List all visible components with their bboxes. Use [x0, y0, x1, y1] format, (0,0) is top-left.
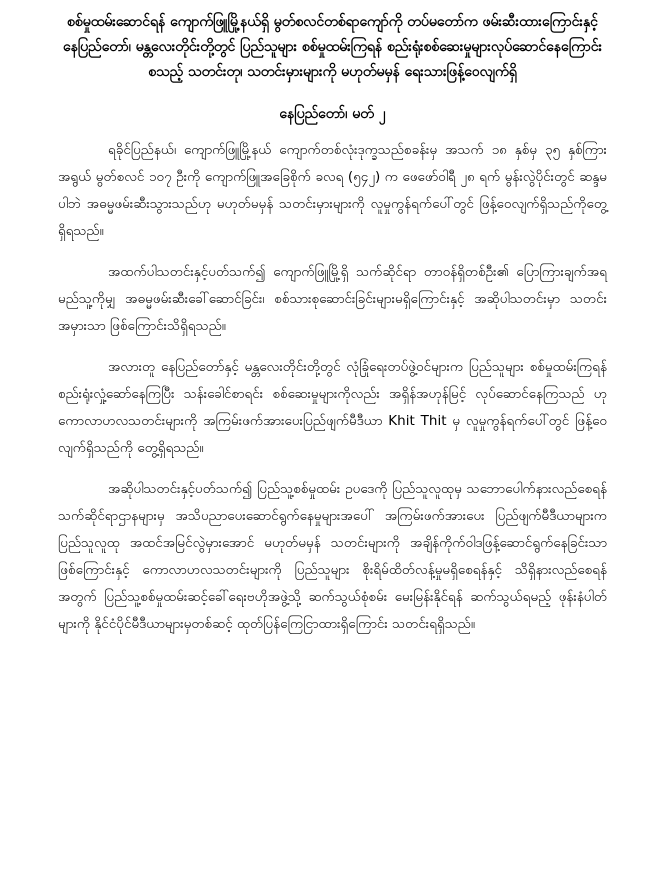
article-paragraph: အထက်ပါသတင်းနှင့်ပတ်သက်၍ ကျောက်ဖြူမြို့ရှိ သက်ဆိုင်ရာ တာဝန်ရှိတစ်ဦး၏ ပြောကြားချက်အရ မည်သူ့ကိုမျှ အဓမ္မဖမ်းဆီးခေါ်ဆောင်ခြင်း၊ စစ်သားစုဆောင်းခြင်းများမရှိကြောင်းနှင့် အဆိုပါသတင်းမှာ သတင်းအမှားသာ ဖြစ်ကြောင်းသိရှိရသည်။: [58, 264, 607, 334]
article-headline: စစ်မှုထမ်းဆောင်ရန် ကျောက်ဖြူမြို့နယ်ရှိ မွတ်စလင်တစ်ရာကျော်ကို တပ်မတော်က ဖမ်းဆီးထားကြောင်းနှင့် နေပြည်တော်၊ မန္တလေးတိုင်းတို့တွင် ပြည်သူများ စစ်မှုထမ်းကြရန် စည်းရုံးစစ်ဆေးမှုများလုပ်ဆောင်နေကြောင်း စသည့် သတင်းတု၊ သတင်းမှားများကို မဟုတ်မမှန် ရေးသားဖြန့်ဝေလျက်ရှိ: [62, 14, 603, 80]
article-paragraph: ရခိုင်ပြည်နယ်၊ ကျောက်ဖြူမြို့နယ် ကျောက်တစ်လုံးဒုက္ခသည်စခန်းမှ အသက် ၁၈ နှစ်မှ ၃၅ နှစ်ကြားအရွယ် မွတ်စလင် ၁၀၇ ဦးကို ကျောက်ဖြူအခြေစိုက် ခလရ (၅၄၂) က ဖေဖော်ဝါရီ ၂၈ ရက် မွန်းလွဲပိုင်းတွင် ဆန္ဒမပါဘဲ အဓမ္မဖမ်းဆီးသွားသည်ဟု မဟုတ်မမှန် သတင်းမှားများကို လူမှုကွန်ရက်ပေါ်တွင် ဖြန့်ဝေလျက်ရှိသည်ကိုတွေ့ရှိရသည်။: [58, 142, 607, 239]
article-paragraph: အဆိုပါသတင်းနှင့်ပတ်သက်၍ ပြည်သူ့စစ်မှုထမ်း ဥပဒေကို ပြည်သူလူထုမှ သဘောပေါက်နားလည်စေရန် သက်ဆိုင်ရာဌာနများမှ အသိပညာပေးဆောင်ရွက်နေမှုများအပေါ် အကြမ်းဖက်အားပေး ပြည်ဖျက်မီဒီယာများက ပြည်သူလူထု အထင်အမြင်လွဲမှားအောင် မဟုတ်မမှန် သတင်းများကို အချိန်ကိုက်ဝါဒဖြန့်ဆောင်ရွက်နေခြင်းသာဖြစ်ကြောင်းနှင့် ကောလာဟလသတင်းများကို ပြည်သူများ စိုးရိမ်ထိတ်လန့်မှုမရှိစေရန်နှင့် သိရှိနားလည်စေရန်အတွက် ပြည်သူ့စစ်မှုထမ်းဆင့်ခေါ်ရေးဗဟိုအဖွဲ့သို့ ဆက်သွယ်စုံစမ်း မေးမြန်းနိုင်ရန် ဆက်သွယ်ရမည့် ဖုန်းနံပါတ်များကို နိုင်ငံပိုင်မီဒီယာများမှတစ်ဆင့် ထုတ်ပြန်ကြေငြာထားရှိကြောင်း သတင်းရရှိသည်။: [58, 481, 607, 632]
article-paragraph: အလားတူ နေပြည်တော်နှင့် မန္တလေးတိုင်းတို့တွင် လုံခြုံရေးတပ်ဖွဲ့ဝင်များက ပြည်သူများ စစ်မှုထမ်းကြရန် စည်းရုံးလှုံ့ဆော်နေကြပြီး သန်းခေါင်စာရင်း စစ်ဆေးမှုများကိုလည်း အရှိန်အဟုန်မြင့် လုပ်ဆောင်နေကြသည် ဟု ကောလာဟလသတင်းများကို အကြမ်းဖက်အားပေးပြည်ဖျက်မီဒီယာ Khit Thit မှ လူမှုကွန်ရက်ပေါ်တွင် ဖြန့်ဝေလျက်ရှိသည်ကို တွေ့ရှိရသည်။: [58, 359, 607, 456]
article-dateline: နေပြည်တော်၊ မတ် ၂: [279, 106, 386, 122]
